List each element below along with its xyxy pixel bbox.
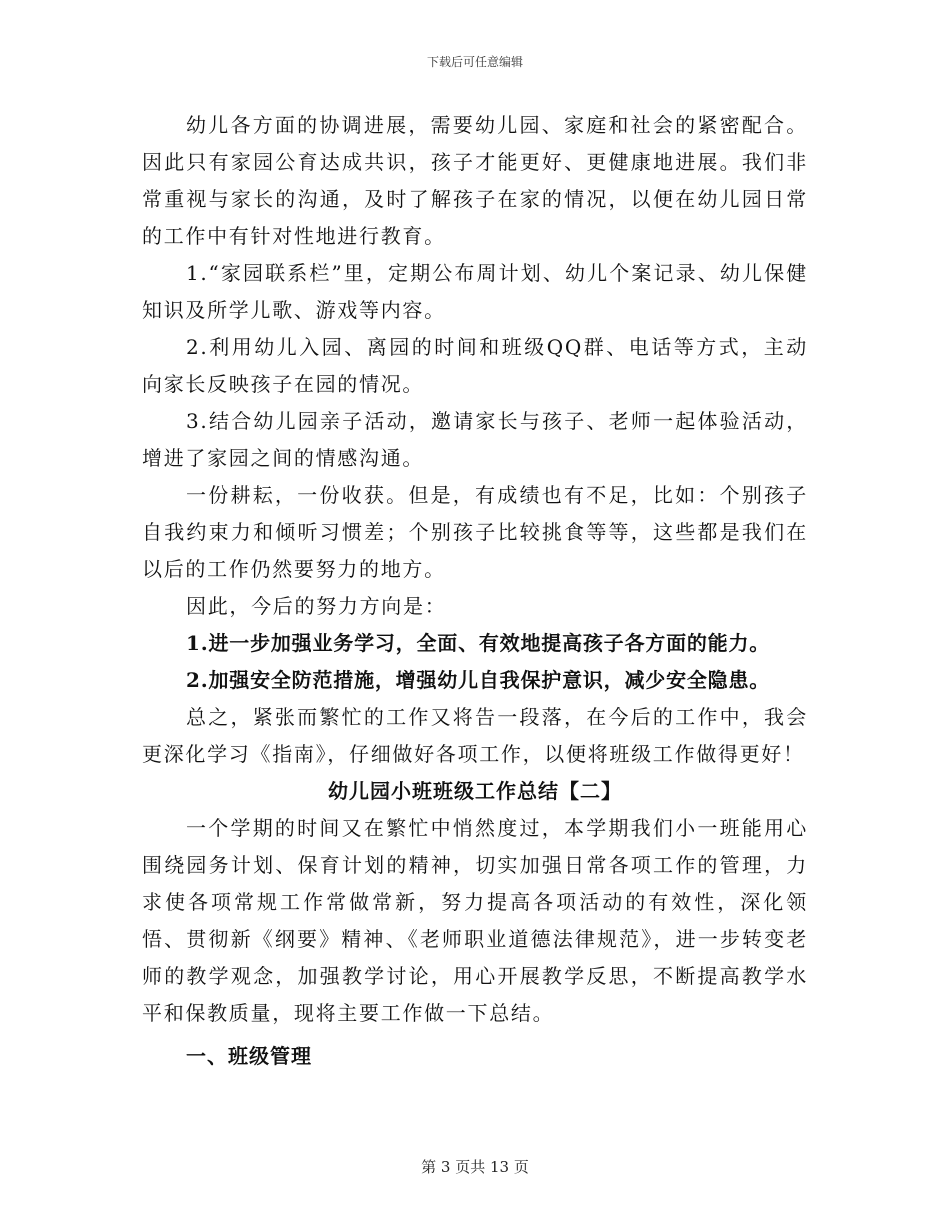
paragraph-goal-safety: 2.加强安全防范措施，增强幼儿自我保护意识，减少安全隐患。 [186, 668, 771, 692]
page-header: 下载后可任意编辑 [426, 55, 523, 69]
paragraph-future-direction: 因此，今后的努力方向是： [186, 594, 447, 618]
paragraph-item-contact-board: 1.“家园联系栏”里，定期公布周计划、幼儿个案记录、幼儿保健知识及所学儿歌、游戏等内容。 [142, 261, 808, 322]
paragraph-home-school-cooperation: 幼儿各方面的协调进展，需要幼儿园、家庭和社会的紧密配合。因此只有家园公育达成共识，孩子才能更好、更健康地进展。我们非常重视与家长的沟通，及时了解孩子在家的情况，以便在幼儿园日常的工作中有针对性地进行教育。 [142, 113, 808, 248]
section-title: 幼儿园小班班级工作总结【二】 [328, 779, 622, 803]
paragraph-goal-study: 1.进一步加强业务学习，全面、有效地提高孩子各方面的能力。 [186, 631, 771, 655]
paragraph-conclusion: 总之，紧张而繁忙的工作又将告一段落，在今后的工作中，我会更深化学习《指南》，仔细做好各项工作，以便将班级工作做得更好！ [142, 705, 808, 766]
paragraph-shortcomings: 一份耕耘，一份收获。但是，有成绩也有不足，比如：个别孩子自我约束力和倾听习惯差；个别孩子比较挑食等等，这些都是我们在以后的工作仍然要努力的地方。 [142, 483, 808, 581]
paragraph-semester-summary: 一个学期的时间又在繁忙中悄然度过，本学期我们小一班能用心围绕园务计划、保育计划的精神，切实加强日常各项工作的管理，力求使各项常规工作常做常新，努力提高各项活动的有效性，深化领悟、贯彻新《纲要》精神、《老师职业道德法律规范》，进一步转变老师的教学观念，加强教学讨论，用心开展教学反思，不断提高教学水平和保教质量，现将主要工作做一下总结。 [142, 816, 808, 1025]
subheading-class-management: 一、班级管理 [186, 1044, 312, 1068]
paragraph-item-parent-activities: 3.结合幼儿园亲子活动，邀请家长与孩子、老师一起体验活动，增进了家园之间的情感沟通。 [142, 409, 808, 470]
page-number: 第 3 页共 13 页 [421, 1158, 529, 1176]
document-body [142, 107, 808, 1075]
paragraph-item-communication: 2.利用幼儿入园、离园的时间和班级QQ群、电话等方式，主动向家长反映孩子在园的情况。 [142, 335, 808, 396]
